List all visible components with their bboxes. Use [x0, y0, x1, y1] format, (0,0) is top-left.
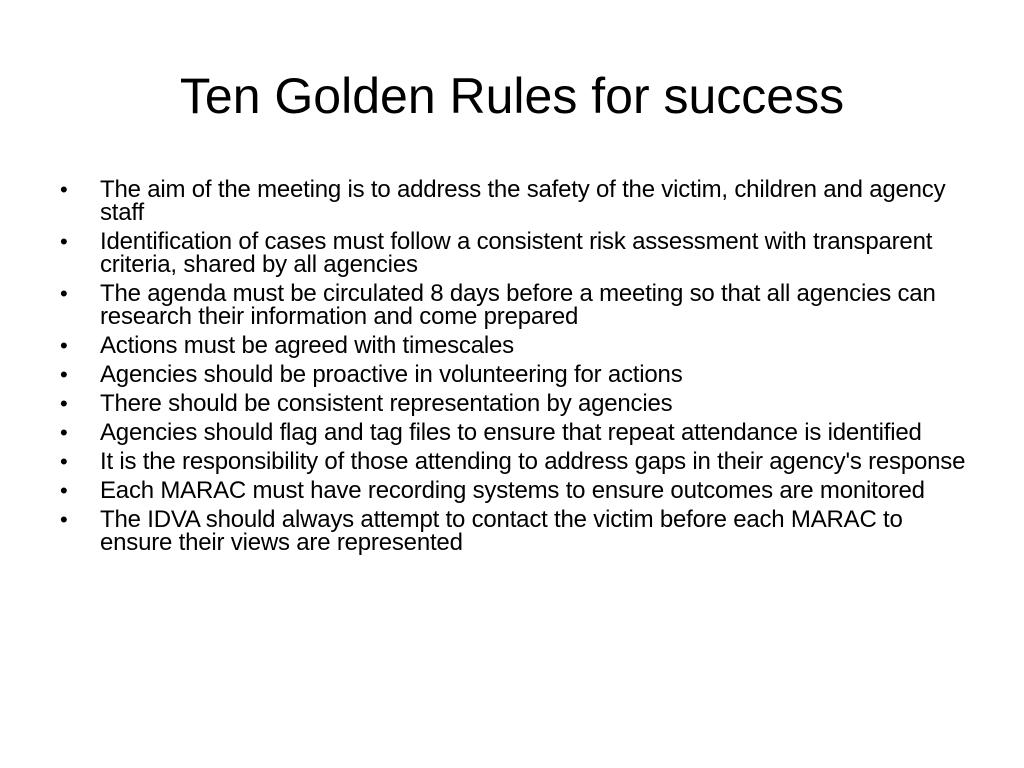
bullet-item	[56, 282, 976, 328]
bullet-dot-icon: •	[60, 507, 68, 532]
bullet-dot-icon: •	[60, 333, 68, 358]
bullet-text: Agencies should flag and tag files to ensure that repeat attendance is identified	[100, 419, 922, 446]
bullet-item	[56, 508, 976, 554]
bullet-item	[56, 421, 976, 444]
bullet-dot-icon: •	[60, 177, 68, 202]
bullet-list	[56, 178, 976, 560]
bullet-item	[56, 479, 976, 502]
bullet-text: Identification of cases must follow a consistent risk assessment with transparent criteria, shared by all agencies	[100, 228, 933, 278]
bullet-item	[56, 450, 976, 473]
bullet-item	[56, 334, 976, 357]
bullet-item	[56, 392, 976, 415]
bullet-dot-icon: •	[60, 362, 68, 387]
bullet-dot-icon: •	[60, 478, 68, 503]
slide-title: Ten Golden Rules for success	[179, 68, 845, 124]
bullet-item	[56, 230, 976, 276]
bullet-dot-icon: •	[60, 449, 68, 474]
bullet-dot-icon: •	[60, 420, 68, 445]
bullet-dot-icon: •	[60, 391, 68, 416]
bullet-text: The IDVA should always attempt to contact the victim before each MARAC to ensure their views are represented	[100, 506, 903, 556]
bullet-text: There should be consistent representation by agencies	[100, 390, 673, 417]
bullet-text: The agenda must be circulated 8 days before a meeting so that all agencies can research their information and come prepared	[100, 280, 936, 330]
bullet-dot-icon: •	[60, 281, 68, 306]
bullet-item	[56, 363, 976, 386]
bullet-dot-icon: •	[60, 229, 68, 254]
bullet-text: Each MARAC must have recording systems to ensure outcomes are monitored	[100, 477, 925, 504]
bullet-text: Agencies should be proactive in volunteering for actions	[100, 361, 683, 388]
bullet-item	[56, 178, 976, 224]
bullet-text: The aim of the meeting is to address the safety of the victim, children and agency staff	[100, 176, 946, 226]
bullet-text: It is the responsibility of those attending to address gaps in their agency's response	[100, 448, 966, 475]
bullet-text: Actions must be agreed with timescales	[100, 332, 514, 359]
